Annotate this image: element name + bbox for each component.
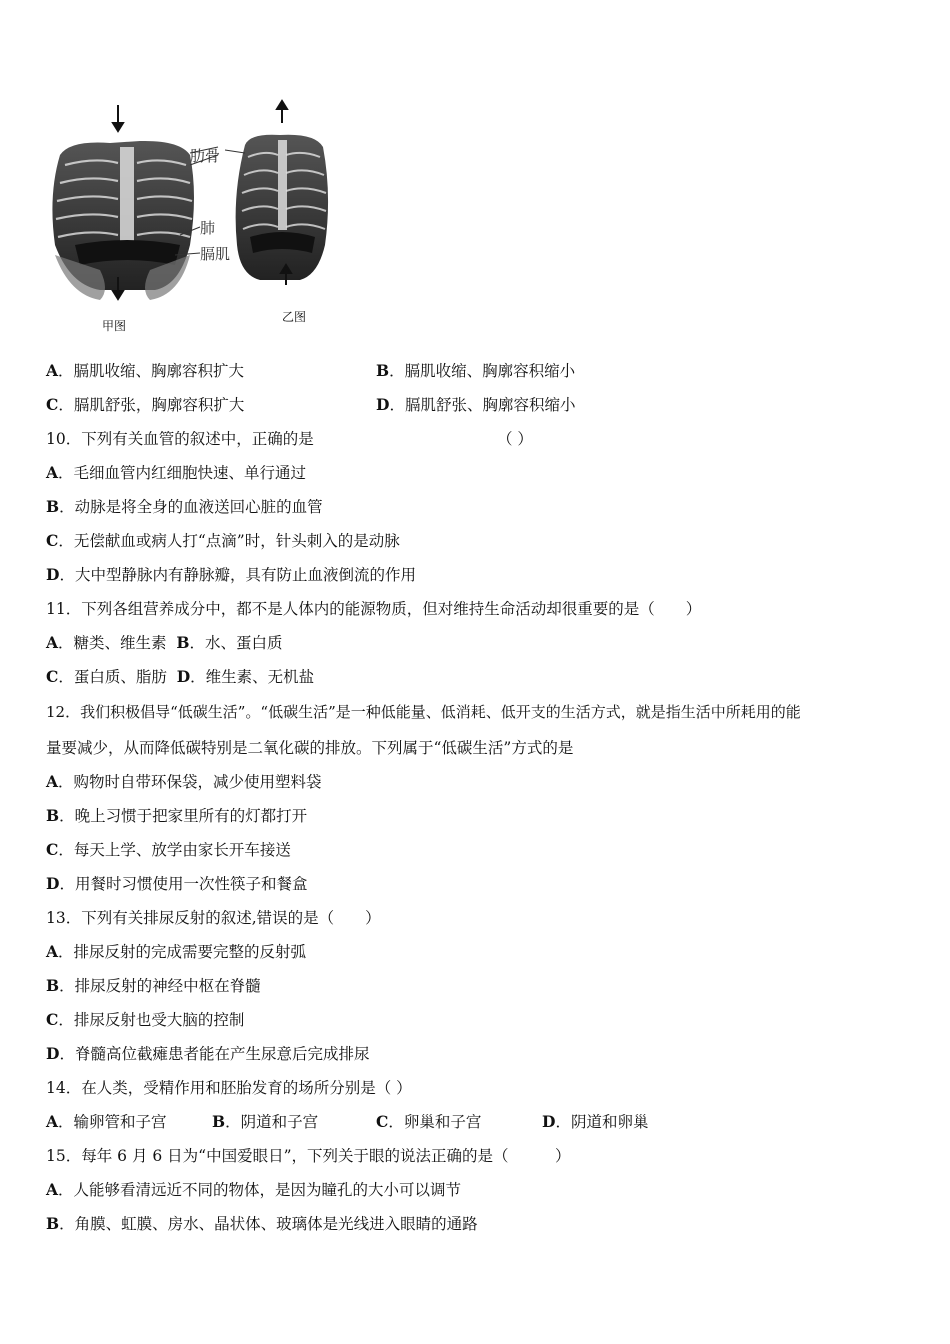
- q12-option-d: D．用餐时习惯使用一次性筷子和餐盒: [46, 874, 308, 893]
- arrow-down-top-left: [113, 105, 123, 131]
- q15-option-a: A．人能够看清远近不同的物体，是因为瞳孔的大小可以调节: [46, 1180, 462, 1199]
- caption-left: 甲图: [102, 319, 127, 333]
- breathing-diagram: [40, 95, 340, 340]
- q13-stem: 13．下列有关排尿反射的叙述,错误的是（ ）: [46, 909, 381, 927]
- q10-stem: 10．下列有关血管的叙述中，正确的是: [46, 430, 314, 448]
- q10-option-b: B．动脉是将全身的血液送回心脏的血管: [46, 497, 323, 516]
- q14-option-d: D．阴道和卵巢: [542, 1112, 649, 1131]
- label-diaphragm: 膈肌: [200, 245, 231, 263]
- q14-option-b: B．阴道和子宫: [212, 1112, 319, 1131]
- ribcage-illustration: [40, 95, 340, 340]
- q15-stem: 15．每年 6 月 6 日为“中国爱眼日”，下列关于眼的说法正确的是（ ）: [46, 1147, 571, 1165]
- q9-option-d: D．膈肌舒张、胸廓容积缩小: [376, 395, 576, 414]
- q14-stem: 14．在人类，受精作用和胚胎发育的场所分别是（ ）: [46, 1079, 412, 1097]
- q12-option-b: B．晚上习惯于把家里所有的灯都打开: [46, 806, 308, 825]
- q13-option-d: D．脊髓高位截瘫患者能在产生尿意后完成排尿: [46, 1044, 370, 1063]
- q12-option-c: C．每天上学、放学由家长开车接送: [46, 840, 291, 859]
- q11-row2: C．蛋白质、脂肪 D．维生素、无机盐: [46, 667, 315, 686]
- q12-stem-line1: 12．我们积极倡导“低碳生活”。“低碳生活”是一种低能量、低消耗、低开支的生活方式，就是指生活中所耗用的能: [46, 703, 801, 721]
- label-lung: 肺: [200, 219, 216, 237]
- q9-option-a: A．膈肌收缩、胸廓容积扩大: [46, 361, 245, 380]
- q14-option-c: C．卵巢和子宫: [376, 1112, 482, 1131]
- ribcage-right: [236, 135, 328, 280]
- q12-stem-line2: 量要减少，从而降低碳特别是二氧化碳的排放。下列属于“低碳生活”方式的是: [46, 739, 574, 757]
- arrow-up-top-right: [277, 101, 287, 123]
- q13-option-b: B．排尿反射的神经中枢在脊髓: [46, 976, 261, 995]
- ribcage-left: [52, 141, 194, 300]
- q10-option-a: A．毛细血管内红细胞快速、单行通过: [46, 463, 307, 482]
- caption-right: 乙图: [282, 310, 307, 324]
- q10-bracket: （ ）: [497, 430, 533, 448]
- q12-option-a: A．购物时自带环保袋，减少使用塑料袋: [46, 772, 322, 791]
- q13-option-a: A．排尿反射的完成需要完整的反射弧: [46, 942, 307, 961]
- q14-option-a: A．输卵管和子宫: [46, 1112, 167, 1131]
- q11-row1: A．糖类、维生素 B．水、蛋白质: [46, 633, 283, 652]
- q15-option-b: B．角膜、虹膜、房水、晶状体、玻璃体是光线进入眼睛的通路: [46, 1214, 478, 1233]
- label-rib: 肋骨: [190, 147, 221, 165]
- q9-option-b: B．膈肌收缩、胸廓容积缩小: [376, 361, 576, 380]
- q10-option-c: C．无偿献血或病人打“点滴”时，针头刺入的是动脉: [46, 531, 400, 550]
- q13-option-c: C．排尿反射也受大脑的控制: [46, 1010, 245, 1029]
- q9-option-c: C．膈肌舒张，胸廓容积扩大: [46, 395, 245, 414]
- q11-stem: 11．下列各组营养成分中，都不是人体内的能源物质，但对维持生命活动却很重要的是（ ）: [46, 600, 702, 618]
- q10-option-d: D．大中型静脉内有静脉瓣，具有防止血液倒流的作用: [46, 565, 416, 584]
